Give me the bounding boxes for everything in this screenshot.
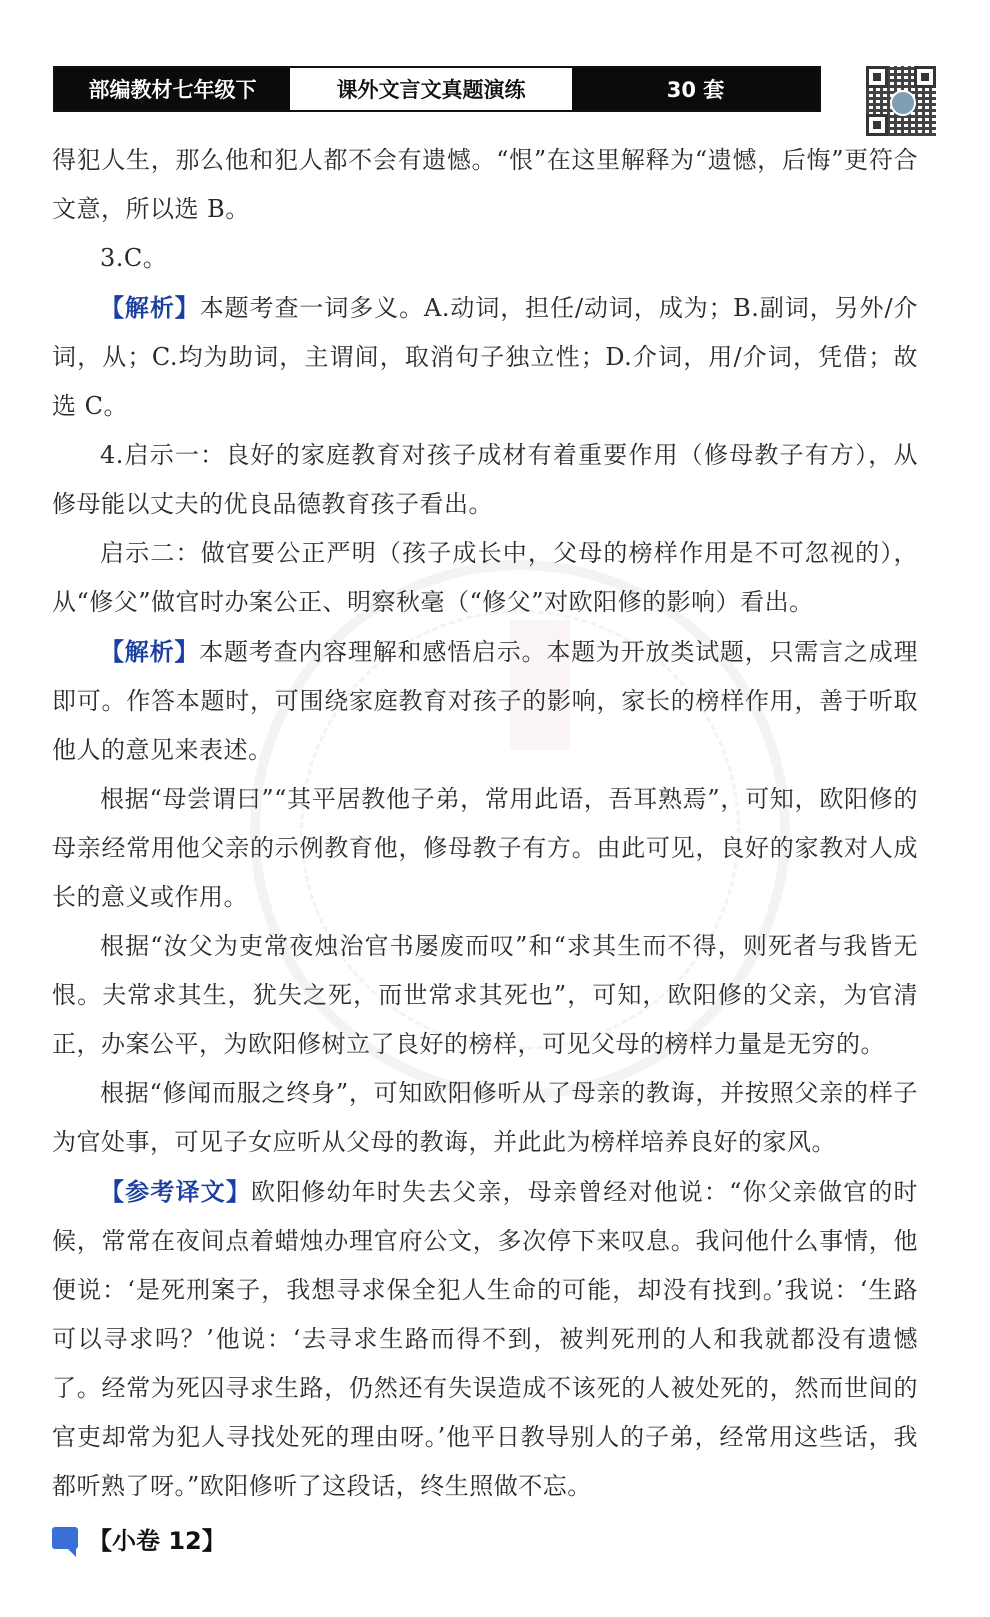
qr-code-icon	[866, 66, 936, 136]
section-label: 【小卷 12】	[88, 1526, 226, 1555]
answer-4-insight-1: 4.启示一：良好的家庭教育对孩子成材有着重要作用（修母教子有方），从修母能以丈夫的优良品德教育孩子看出。	[52, 441, 918, 518]
paragraph: 根据“母尝谓曰”“其平居教他子弟，常用此语，吾耳熟焉”，可知，欧阳修的母亲经常用他父亲的示例教育他，修母教子有方。由此可见，良好的家教对人成长的意义或作用。	[52, 785, 918, 911]
reference-translation	[52, 1167, 918, 1511]
qr-finder	[914, 66, 936, 88]
analysis-text: 本题考查一词多义。A.动词，担任/动词，成为；B.副词，另外/介词，从；C.均为助词，主谓间，取消句子独立性；D.介词，用/介词，凭借；故选 C。	[52, 294, 918, 420]
analysis-tag: 【解析】	[100, 293, 200, 322]
analysis-4	[52, 627, 918, 775]
paragraph: 根据“修闻而服之终身”，可知欧阳修听从了母亲的教诲，并按照父亲的样子为官处事，可见子女应听从父母的教诲，并此此为榜样培养良好的家风。	[52, 1079, 918, 1156]
qr-finder	[866, 114, 888, 136]
footer-section-label	[52, 1518, 226, 1558]
header-count: 30 套	[572, 68, 819, 110]
header-title: 课外文言文真题演练	[290, 68, 572, 110]
paragraph: 根据“汝父为吏常夜烛治官书屡废而叹”和“求其生而不得，则死者与我皆无恨。夫常求其生，犹失之死，而世常求其死也”，可知，欧阳修的父亲，为官清正，办案公平，为欧阳修树立了良好的榜样，可见父母的榜样力量是无穷的。	[52, 932, 918, 1058]
qr-finder	[866, 66, 888, 88]
header-bar	[53, 66, 821, 112]
document-body	[52, 136, 918, 1511]
answer-4-insight-2: 启示二：做官要公正严明（孩子成长中，父母的榜样作用是不可忽视的），从“修父”做官时办案公正、明察秋毫（“修父”对欧阳修的影响）看出。	[52, 539, 918, 616]
translation-text: 欧阳修幼年时失去父亲，母亲曾经对他说：“你父亲做官的时候，常常在夜间点着蜡烛办理官府公文，多次停下来叹息。我问他什么事情，他便说：‘是死刑案子，我想寻求保全犯人生命的可能，却没有找到。’我说：‘生路可以寻求吗？’他说：‘去寻求生路而得不到，被判死刑的人和我就都没有遗憾了。经常为死囚寻求生路，仍然还有失误造成不该死的人被处死的，然而世间的官吏却常为犯人寻找处死的理由呀。’他平日教导别人的子弟，经常用这些话，我都听熟了呀。”欧阳修听了这段话，终生照做不忘。	[52, 1178, 918, 1500]
header-textbook-label: 部编教材七年级下	[55, 68, 290, 110]
translation-tag: 【参考译文】	[100, 1177, 251, 1206]
analysis-tag: 【解析】	[100, 637, 200, 666]
paragraph: 得犯人生，那么他和犯人都不会有遗憾。“恨”在这里解释为“遗憾，后悔”更符合文意，所以选 B。	[52, 146, 918, 223]
answer-3: 3.C。	[100, 244, 168, 272]
qr-logo	[890, 90, 916, 116]
analysis-3	[52, 283, 918, 431]
speech-bubble-icon	[52, 1527, 78, 1549]
analysis-text: 本题考查内容理解和感悟启示。本题为开放类试题，只需言之成理即可。作答本题时，可围绕家庭教育对孩子的影响，家长的榜样作用，善于听取他人的意见来表述。	[52, 638, 918, 764]
